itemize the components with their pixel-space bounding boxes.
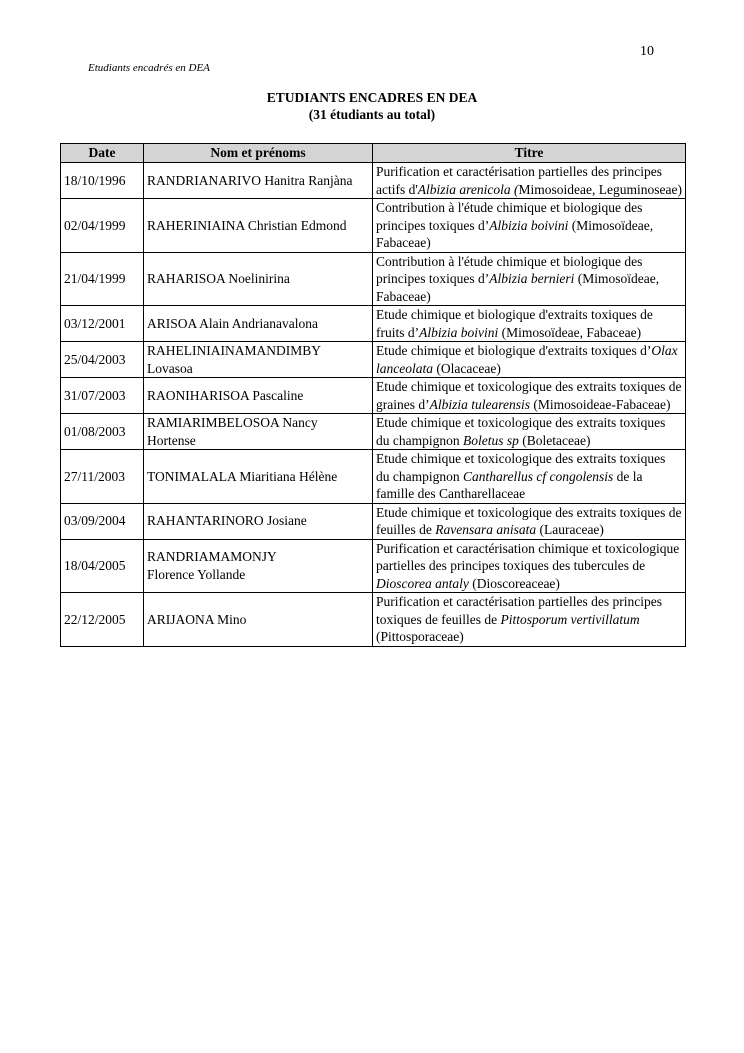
species-name: Olax lanceolata xyxy=(376,343,678,376)
cell-title xyxy=(373,342,686,378)
cell-title xyxy=(373,414,686,450)
title-text: Etude chimique et biologique d'extraits toxiques d’ xyxy=(376,343,652,358)
title-text: Contribution à l'étude chimique et biologique des principes toxiques d’ xyxy=(376,253,643,286)
cell-name: ARIJAONA Mino xyxy=(144,593,373,647)
running-header: Etudiants encadrés en DEA xyxy=(88,62,210,74)
cell-date: 03/09/2004 xyxy=(61,503,144,539)
cell-name: RAMIARIMBELOSOA Nancy Hortense xyxy=(144,414,373,450)
title-text: Etude chimique et toxicologique des extraits toxiques de graines d’ xyxy=(376,379,682,412)
cell-name: RAHELINIAINAMANDIMBY Lovasoa xyxy=(144,342,373,378)
title-text: Purification et caractérisation chimique et toxicologique partielles des principes toxiques des tubercules de xyxy=(376,540,680,573)
title-text: Etude chimique et biologique d'extraits toxiques de fruits d’ xyxy=(376,307,653,340)
cell-title xyxy=(373,503,686,539)
table-row xyxy=(61,414,686,450)
title-text: (Mimosoïdeae, Fabaceae) xyxy=(376,271,660,304)
cell-title xyxy=(373,199,686,253)
table-row xyxy=(61,593,686,647)
cell-title xyxy=(373,306,686,342)
cell-date: 18/10/1996 xyxy=(61,163,144,199)
title-text: (Dioscoreaceae) xyxy=(468,575,560,591)
cell-date: 31/07/2003 xyxy=(61,378,144,414)
cell-title xyxy=(373,252,686,306)
cell-date: 01/08/2003 xyxy=(61,414,144,450)
column-header-name: Nom et prénoms xyxy=(144,144,373,163)
title-text: Mimosoideae, Leguminoseae) xyxy=(518,181,682,197)
title-text: Etude chimique et toxicologique des extraits toxiques de feuilles de xyxy=(376,504,682,537)
species-name: Ravensara anisata xyxy=(435,522,537,537)
cell-date: 27/11/2003 xyxy=(61,450,144,504)
cell-date: 22/12/2005 xyxy=(61,593,144,647)
species-name: Albizia boivini xyxy=(489,217,569,233)
table-row xyxy=(61,378,686,414)
students-table xyxy=(60,143,686,647)
cell-name: RANDRIAMAMONJY Florence Yollande xyxy=(144,539,373,593)
table-header-row xyxy=(61,144,686,163)
species-name: Cantharellus cf congolensis xyxy=(463,468,614,484)
cell-name: TONIMALALA Miaritiana Hélène xyxy=(144,450,373,504)
table-row xyxy=(61,306,686,342)
title-text: Purification et caractérisation partielles des principes toxiques de feuilles de xyxy=(376,594,663,627)
cell-date: 25/04/2003 xyxy=(61,342,144,378)
title-text: Purification et caractérisation partielles des principes actifs d' xyxy=(376,164,663,197)
title-text: (Mimosoideae-Fabaceae) xyxy=(529,396,671,412)
cell-date: 02/04/1999 xyxy=(61,199,144,253)
title-text: (Mimosoïdeae, Fabaceae) xyxy=(376,217,654,250)
cell-name: ARISOA Alain Andrianavalona xyxy=(144,306,373,342)
table-row xyxy=(61,450,686,504)
title-text: Contribution à l'étude chimique et biologique des principes toxiques d’ xyxy=(376,200,643,233)
species-name: Pittosporum vertivillatum xyxy=(500,611,640,627)
cell-date: 18/04/2005 xyxy=(61,539,144,593)
title-block xyxy=(0,89,744,123)
title-text: Etude chimique et toxicologique des extraits toxiques du champignon xyxy=(376,415,666,448)
cell-title xyxy=(373,450,686,504)
species-name: Dioscorea antaly xyxy=(376,575,469,591)
title-text: de la famille des Cantharellaceae xyxy=(376,468,643,501)
page-number: 10 xyxy=(640,44,654,59)
table-body xyxy=(61,163,686,647)
table-row xyxy=(61,539,686,593)
cell-name: RAHANTARINORO Josiane xyxy=(144,503,373,539)
title-text: (Mimosoïdeae, Fabaceae) xyxy=(498,324,642,340)
species-name: Albizia boivini xyxy=(419,324,499,340)
cell-name: RAONIHARISOA Pascaline xyxy=(144,378,373,414)
table-row xyxy=(61,199,686,253)
species-name: Albizia arenicola ( xyxy=(417,181,519,197)
title-text: (Boletaceae) xyxy=(518,432,591,448)
column-header-title: Titre xyxy=(373,144,686,163)
cell-date: 03/12/2001 xyxy=(61,306,144,342)
table-row xyxy=(61,342,686,378)
title-text: (Pittosporaceae) xyxy=(376,629,464,644)
table-row xyxy=(61,163,686,199)
cell-name: RANDRIANARIVO Hanitra Ranjàna xyxy=(144,163,373,199)
cell-date: 21/04/1999 xyxy=(61,252,144,306)
title-text: (Lauraceae) xyxy=(536,522,604,537)
table-row xyxy=(61,252,686,306)
species-name: Albizia tulearensis xyxy=(429,396,530,412)
column-header-date: Date xyxy=(61,144,144,163)
page-title: ETUDIANTS ENCADRES EN DEA xyxy=(266,90,478,105)
table-row xyxy=(61,503,686,539)
cell-title xyxy=(373,163,686,199)
cell-name: RAHARISOA Noelinirina xyxy=(144,252,373,306)
cell-title xyxy=(373,378,686,414)
page-subtitle: (31 étudiants au total) xyxy=(308,107,436,122)
species-name: Boletus sp xyxy=(463,432,519,448)
title-text: Etude chimique et toxicologique des extraits toxiques du champignon xyxy=(376,451,666,484)
cell-title xyxy=(373,593,686,647)
title-text: (Olacaceae) xyxy=(433,360,501,376)
cell-title xyxy=(373,539,686,593)
cell-name: RAHERINIAINA Christian Edmond xyxy=(144,199,373,253)
species-name: Albizia bernieri xyxy=(489,271,575,286)
